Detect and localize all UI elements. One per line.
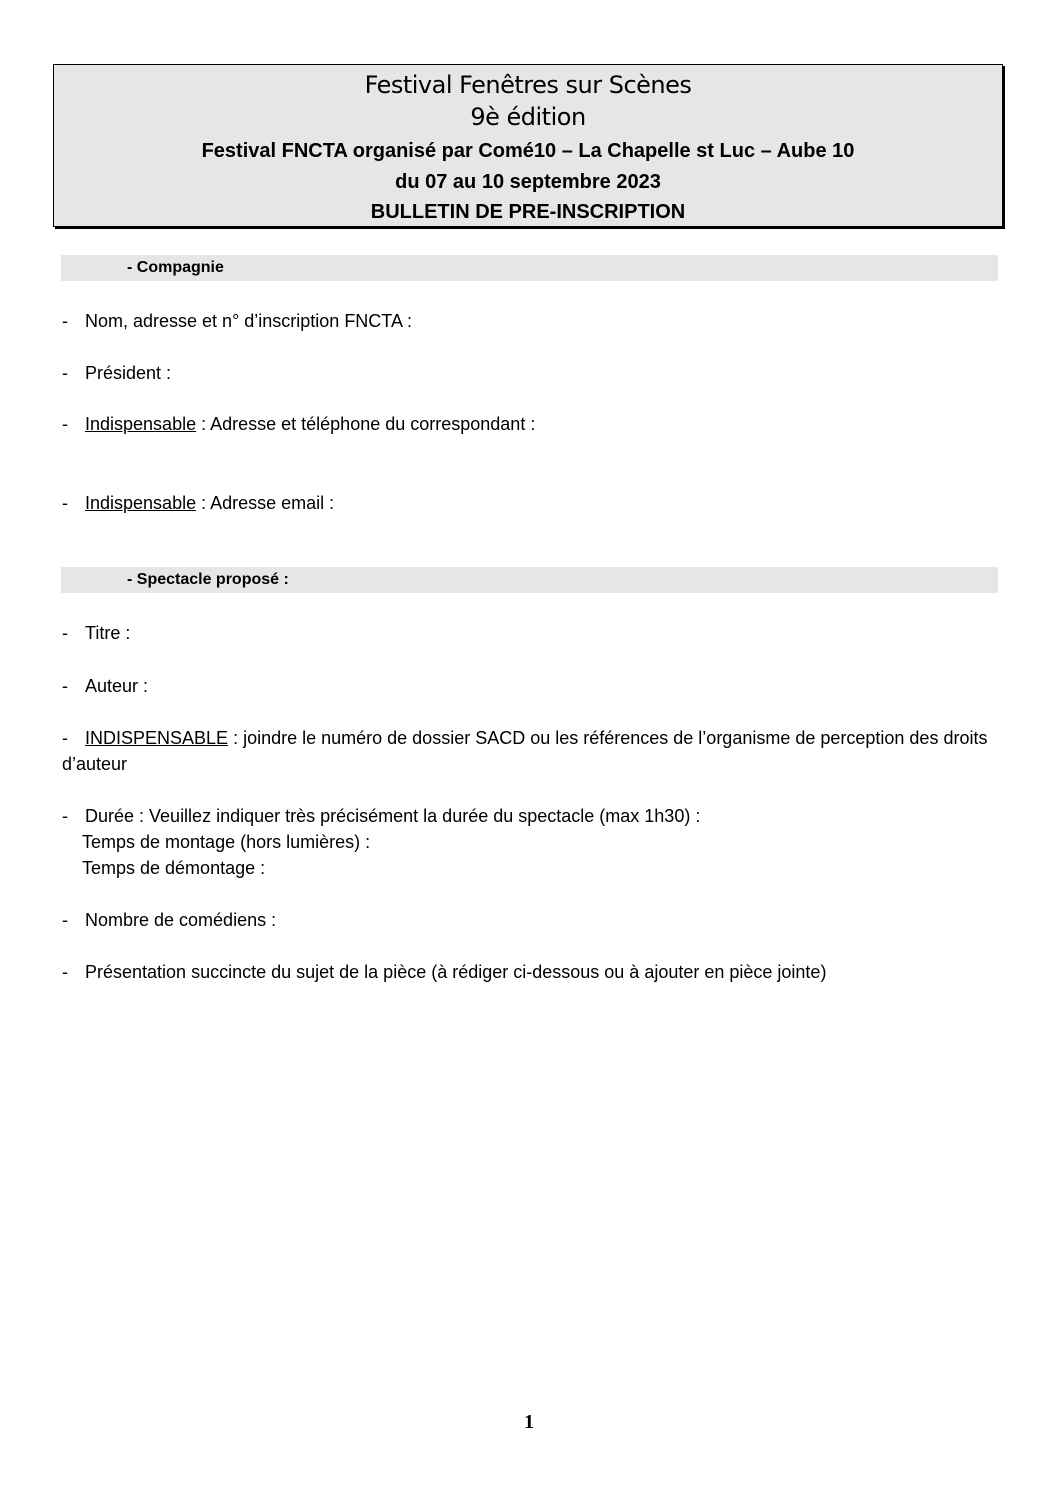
section-spectacle-heading: - Spectacle proposé : bbox=[127, 571, 289, 588]
bulletin-title: BULLETIN DE PRE-INSCRIPTION bbox=[370, 201, 686, 223]
bullet-dash: - bbox=[62, 311, 68, 331]
festival-edition: 9è édition bbox=[470, 103, 586, 131]
field-label: Présentation succincte du sujet de la pièce (à rédiger ci-dessous ou à ajouter en pièce jointe) bbox=[85, 962, 827, 982]
field-montage: Temps de montage (hors lumières) : bbox=[82, 832, 371, 852]
field-correspondant bbox=[62, 411, 535, 437]
field-label: Nom, adresse et n° d’inscription FNCTA : bbox=[85, 311, 412, 331]
field-nom-adresse bbox=[62, 308, 412, 334]
field-label: : Adresse et téléphone du correspondant : bbox=[196, 414, 536, 434]
section-compagnie-heading: - Compagnie bbox=[127, 259, 224, 276]
bullet-dash: - bbox=[62, 910, 68, 930]
field-auteur bbox=[62, 673, 148, 699]
page-number: 1 bbox=[524, 1411, 534, 1433]
field-titre bbox=[62, 620, 130, 646]
header-box bbox=[53, 64, 1003, 227]
indispensable-caps-label: INDISPENSABLE bbox=[85, 728, 229, 748]
bullet-dash: - bbox=[62, 623, 68, 643]
field-label: Titre : bbox=[85, 623, 131, 643]
field-label: Auteur : bbox=[85, 676, 149, 696]
bullet-dash: - bbox=[62, 414, 68, 434]
bullet-dash: - bbox=[62, 676, 68, 696]
bullet-dash: - bbox=[62, 806, 68, 826]
field-duree bbox=[62, 803, 700, 829]
section-compagnie bbox=[61, 255, 998, 281]
field-email bbox=[62, 490, 334, 516]
field-label: : Adresse email : bbox=[196, 493, 335, 513]
field-president bbox=[62, 360, 171, 386]
section-spectacle bbox=[61, 567, 998, 593]
bullet-dash: - bbox=[62, 728, 68, 748]
indispensable-label: Indispensable bbox=[85, 414, 197, 434]
field-comediens bbox=[62, 907, 276, 933]
field-label: Président : bbox=[85, 363, 172, 383]
festival-title: Festival Fenêtres sur Scènes bbox=[364, 71, 692, 99]
field-label: : joindre le numéro de dossier SACD ou les références de l’organisme de perception des droits d’auteur bbox=[62, 728, 988, 774]
bullet-dash: - bbox=[62, 493, 68, 513]
field-presentation bbox=[62, 959, 826, 985]
bullet-dash: - bbox=[62, 962, 68, 982]
field-label: Durée : Veuillez indiquer très précisément la durée du spectacle (max 1h30) : bbox=[85, 806, 701, 826]
field-sacd bbox=[62, 725, 992, 777]
indispensable-label: Indispensable bbox=[85, 493, 197, 513]
festival-organizer: Festival FNCTA organisé par Comé10 – La Chapelle st Luc – Aube 10 bbox=[201, 140, 855, 162]
field-label: Nombre de comédiens : bbox=[85, 910, 277, 930]
bullet-dash: - bbox=[62, 363, 68, 383]
field-demontage: Temps de démontage : bbox=[82, 858, 266, 878]
festival-dates: du 07 au 10 septembre 2023 bbox=[395, 171, 661, 193]
